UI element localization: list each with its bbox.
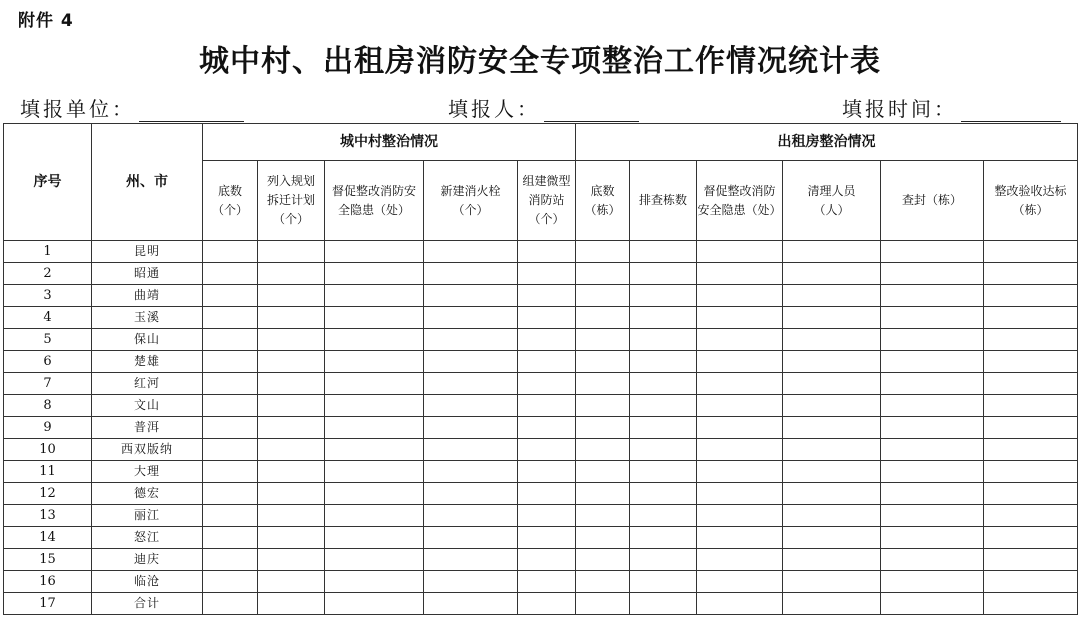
data-cell[interactable]	[881, 285, 984, 307]
fill-time-field	[842, 93, 1061, 122]
data-cell[interactable]	[576, 263, 630, 285]
row-index: 14	[4, 527, 92, 549]
row-index: 11	[4, 461, 92, 483]
header-group-rental: 出租房整治情况	[576, 124, 1078, 161]
row-region: 普洱	[92, 417, 203, 439]
data-cell[interactable]	[697, 351, 783, 373]
data-cell[interactable]	[697, 395, 783, 417]
table-row	[4, 285, 1078, 307]
data-cell[interactable]	[783, 351, 881, 373]
data-cell[interactable]	[518, 285, 576, 307]
data-cell[interactable]	[325, 505, 424, 527]
data-cell[interactable]	[576, 373, 630, 395]
data-cell[interactable]	[203, 241, 258, 263]
table-row	[4, 241, 1078, 263]
data-cell[interactable]	[203, 395, 258, 417]
data-cell[interactable]	[424, 527, 518, 549]
data-cell[interactable]	[984, 439, 1078, 461]
row-region: 德宏	[92, 483, 203, 505]
header-rental-col: 清理人员 （人）	[783, 161, 881, 241]
data-cell[interactable]	[203, 483, 258, 505]
table-row	[4, 263, 1078, 285]
data-cell[interactable]	[576, 417, 630, 439]
fill-unit-label: 填报单位：	[20, 97, 135, 121]
table-row	[4, 461, 1078, 483]
data-cell[interactable]	[881, 307, 984, 329]
row-region: 大理	[92, 461, 203, 483]
data-cell[interactable]	[325, 307, 424, 329]
data-cell[interactable]	[881, 483, 984, 505]
data-cell[interactable]	[518, 417, 576, 439]
data-cell[interactable]	[203, 285, 258, 307]
data-cell[interactable]	[258, 373, 325, 395]
data-cell[interactable]	[258, 505, 325, 527]
data-cell[interactable]	[258, 351, 325, 373]
data-cell[interactable]	[576, 571, 630, 593]
data-cell[interactable]	[258, 439, 325, 461]
header-village-col: 新建消火栓 （个）	[424, 161, 518, 241]
data-cell[interactable]	[881, 241, 984, 263]
data-cell[interactable]	[258, 417, 325, 439]
data-cell[interactable]	[783, 483, 881, 505]
data-cell[interactable]	[424, 417, 518, 439]
data-cell[interactable]	[424, 549, 518, 571]
data-cell[interactable]	[258, 593, 325, 615]
data-cell[interactable]	[984, 395, 1078, 417]
data-cell[interactable]	[518, 329, 576, 351]
data-cell[interactable]	[203, 417, 258, 439]
data-cell[interactable]	[783, 241, 881, 263]
table-row	[4, 571, 1078, 593]
data-cell[interactable]	[697, 593, 783, 615]
data-cell[interactable]	[576, 351, 630, 373]
data-cell[interactable]	[325, 395, 424, 417]
data-cell[interactable]	[881, 461, 984, 483]
data-cell[interactable]	[518, 351, 576, 373]
data-cell[interactable]	[576, 285, 630, 307]
data-cell[interactable]	[576, 549, 630, 571]
data-cell[interactable]	[325, 461, 424, 483]
data-cell[interactable]	[783, 461, 881, 483]
data-cell[interactable]	[424, 505, 518, 527]
data-cell[interactable]	[630, 439, 697, 461]
data-cell[interactable]	[630, 263, 697, 285]
table-row	[4, 527, 1078, 549]
data-cell[interactable]	[424, 351, 518, 373]
data-cell[interactable]	[783, 505, 881, 527]
data-cell[interactable]	[576, 461, 630, 483]
data-cell[interactable]	[630, 351, 697, 373]
data-cell[interactable]	[203, 593, 258, 615]
row-region: 怒江	[92, 527, 203, 549]
data-cell[interactable]	[984, 593, 1078, 615]
data-cell[interactable]	[697, 483, 783, 505]
data-cell[interactable]	[881, 395, 984, 417]
data-cell[interactable]	[576, 593, 630, 615]
data-cell[interactable]	[881, 439, 984, 461]
data-cell[interactable]	[881, 417, 984, 439]
attachment-label: 附件 4	[18, 11, 74, 31]
data-cell[interactable]	[984, 571, 1078, 593]
data-cell[interactable]	[203, 307, 258, 329]
data-cell[interactable]	[984, 549, 1078, 571]
data-cell[interactable]	[984, 483, 1078, 505]
data-cell[interactable]	[984, 505, 1078, 527]
fill-time-blank[interactable]	[961, 99, 1061, 122]
row-index: 9	[4, 417, 92, 439]
row-region: 玉溪	[92, 307, 203, 329]
header-rental-col: 督促整改消防 安全隐患（处）	[697, 161, 783, 241]
table-row	[4, 329, 1078, 351]
row-region: 文山	[92, 395, 203, 417]
data-cell[interactable]	[576, 307, 630, 329]
data-cell[interactable]	[984, 307, 1078, 329]
data-cell[interactable]	[630, 241, 697, 263]
data-cell[interactable]	[325, 285, 424, 307]
data-cell[interactable]	[697, 505, 783, 527]
data-cell[interactable]	[630, 373, 697, 395]
data-cell[interactable]	[258, 241, 325, 263]
row-region: 丽江	[92, 505, 203, 527]
data-cell[interactable]	[783, 571, 881, 593]
header-village-col: 底数 （个）	[203, 161, 258, 241]
row-index: 3	[4, 285, 92, 307]
data-cell[interactable]	[518, 439, 576, 461]
data-cell[interactable]	[258, 461, 325, 483]
data-cell[interactable]	[518, 549, 576, 571]
data-cell[interactable]	[424, 593, 518, 615]
row-index: 17	[4, 593, 92, 615]
row-region: 西双版纳	[92, 439, 203, 461]
data-cell[interactable]	[424, 307, 518, 329]
data-cell[interactable]	[783, 263, 881, 285]
data-cell[interactable]	[325, 439, 424, 461]
data-cell[interactable]	[697, 241, 783, 263]
data-cell[interactable]	[518, 461, 576, 483]
data-cell[interactable]	[697, 461, 783, 483]
row-index: 1	[4, 241, 92, 263]
data-cell[interactable]	[424, 439, 518, 461]
data-cell[interactable]	[325, 329, 424, 351]
data-cell[interactable]	[518, 483, 576, 505]
data-cell[interactable]	[325, 571, 424, 593]
fill-person-label: 填报人：	[448, 97, 540, 121]
table-row	[4, 483, 1078, 505]
data-cell[interactable]	[258, 329, 325, 351]
data-cell[interactable]	[984, 373, 1078, 395]
data-cell[interactable]	[697, 329, 783, 351]
row-index: 12	[4, 483, 92, 505]
row-region: 昭通	[92, 263, 203, 285]
data-cell[interactable]	[697, 571, 783, 593]
data-cell[interactable]	[697, 527, 783, 549]
data-cell[interactable]	[881, 571, 984, 593]
table-row	[4, 593, 1078, 615]
header-group-village: 城中村整治情况	[203, 124, 576, 161]
data-cell[interactable]	[325, 527, 424, 549]
data-cell[interactable]	[518, 241, 576, 263]
row-index: 13	[4, 505, 92, 527]
data-cell[interactable]	[576, 505, 630, 527]
data-cell[interactable]	[984, 461, 1078, 483]
row-region: 楚雄	[92, 351, 203, 373]
data-cell[interactable]	[424, 373, 518, 395]
data-cell[interactable]	[424, 329, 518, 351]
data-cell[interactable]	[325, 549, 424, 571]
data-cell[interactable]	[424, 395, 518, 417]
header-village-col: 列入规划 拆迁计划 （个）	[258, 161, 325, 241]
row-region: 保山	[92, 329, 203, 351]
data-cell[interactable]	[203, 351, 258, 373]
data-cell[interactable]	[258, 483, 325, 505]
data-cell[interactable]	[630, 505, 697, 527]
data-cell[interactable]	[258, 549, 325, 571]
data-cell[interactable]	[576, 483, 630, 505]
data-cell[interactable]	[203, 439, 258, 461]
row-region: 曲靖	[92, 285, 203, 307]
data-cell[interactable]	[783, 549, 881, 571]
row-region: 迪庆	[92, 549, 203, 571]
data-cell[interactable]	[203, 263, 258, 285]
data-cell[interactable]	[881, 263, 984, 285]
data-cell[interactable]	[203, 373, 258, 395]
data-cell[interactable]	[424, 483, 518, 505]
data-cell[interactable]	[783, 395, 881, 417]
row-index: 2	[4, 263, 92, 285]
data-cell[interactable]	[984, 241, 1078, 263]
data-cell[interactable]	[783, 307, 881, 329]
data-cell[interactable]	[881, 527, 984, 549]
data-cell[interactable]	[518, 593, 576, 615]
row-index: 6	[4, 351, 92, 373]
data-cell[interactable]	[518, 571, 576, 593]
data-cell[interactable]	[881, 505, 984, 527]
data-cell[interactable]	[783, 417, 881, 439]
data-cell[interactable]	[697, 439, 783, 461]
row-index: 5	[4, 329, 92, 351]
header-region: 州、市	[92, 124, 203, 241]
data-cell[interactable]	[518, 307, 576, 329]
header-rental-col: 整改验收达标 （栋）	[984, 161, 1078, 241]
data-cell[interactable]	[783, 439, 881, 461]
header-rental-col: 查封（栋）	[881, 161, 984, 241]
fill-person-field	[448, 93, 639, 122]
header-rental-col: 排查栋数	[630, 161, 697, 241]
data-cell[interactable]	[881, 351, 984, 373]
page-title: 城中村、出租房消防安全专项整治工作情况统计表	[199, 44, 881, 79]
data-cell[interactable]	[203, 505, 258, 527]
data-cell[interactable]	[518, 505, 576, 527]
row-index: 7	[4, 373, 92, 395]
table-row	[4, 307, 1078, 329]
data-cell[interactable]	[518, 373, 576, 395]
table-row	[4, 505, 1078, 527]
data-cell[interactable]	[630, 527, 697, 549]
data-cell[interactable]	[424, 461, 518, 483]
data-cell[interactable]	[424, 241, 518, 263]
row-index: 8	[4, 395, 92, 417]
data-cell[interactable]	[203, 527, 258, 549]
data-cell[interactable]	[258, 307, 325, 329]
data-cell[interactable]	[630, 307, 697, 329]
row-index: 4	[4, 307, 92, 329]
data-cell[interactable]	[881, 329, 984, 351]
data-cell[interactable]	[576, 395, 630, 417]
data-cell[interactable]	[984, 329, 1078, 351]
fill-unit-blank[interactable]	[139, 99, 244, 122]
table-row	[4, 417, 1078, 439]
data-cell[interactable]	[984, 285, 1078, 307]
data-cell[interactable]	[258, 285, 325, 307]
data-cell[interactable]	[630, 549, 697, 571]
data-cell[interactable]	[576, 439, 630, 461]
data-cell[interactable]	[424, 285, 518, 307]
data-cell[interactable]	[258, 263, 325, 285]
data-cell[interactable]	[576, 241, 630, 263]
data-cell[interactable]	[783, 527, 881, 549]
row-index: 10	[4, 439, 92, 461]
table-row	[4, 395, 1078, 417]
data-cell[interactable]	[630, 329, 697, 351]
data-cell[interactable]	[325, 593, 424, 615]
data-cell[interactable]	[783, 593, 881, 615]
data-cell[interactable]	[518, 527, 576, 549]
data-cell[interactable]	[984, 351, 1078, 373]
data-cell[interactable]	[697, 549, 783, 571]
data-cell[interactable]	[576, 527, 630, 549]
data-cell[interactable]	[203, 461, 258, 483]
data-cell[interactable]	[424, 263, 518, 285]
fill-time-label: 填报时间：	[842, 97, 957, 121]
header-village-col: 督促整改消防安 全隐患（处）	[325, 161, 424, 241]
data-cell[interactable]	[630, 571, 697, 593]
data-cell[interactable]	[630, 461, 697, 483]
table-row	[4, 351, 1078, 373]
row-region: 红河	[92, 373, 203, 395]
data-cell[interactable]	[697, 373, 783, 395]
data-cell[interactable]	[630, 285, 697, 307]
data-cell[interactable]	[325, 241, 424, 263]
data-cell[interactable]	[697, 307, 783, 329]
row-region: 合计	[92, 593, 203, 615]
data-cell[interactable]	[203, 571, 258, 593]
data-cell[interactable]	[518, 263, 576, 285]
data-cell[interactable]	[258, 527, 325, 549]
row-region: 临沧	[92, 571, 203, 593]
data-cell[interactable]	[325, 417, 424, 439]
fill-unit-field	[20, 93, 244, 122]
data-cell[interactable]	[881, 373, 984, 395]
row-index: 15	[4, 549, 92, 571]
data-cell[interactable]	[697, 263, 783, 285]
header-index: 序号	[4, 124, 92, 241]
data-cell[interactable]	[576, 329, 630, 351]
table-row	[4, 549, 1078, 571]
data-cell[interactable]	[630, 593, 697, 615]
data-cell[interactable]	[984, 527, 1078, 549]
data-cell[interactable]	[630, 395, 697, 417]
data-cell[interactable]	[881, 549, 984, 571]
table-row	[4, 439, 1078, 461]
data-cell[interactable]	[258, 395, 325, 417]
data-cell[interactable]	[424, 571, 518, 593]
data-cell[interactable]	[697, 285, 783, 307]
fill-person-blank[interactable]	[544, 99, 639, 122]
data-cell[interactable]	[325, 483, 424, 505]
data-cell[interactable]	[325, 373, 424, 395]
data-cell[interactable]	[783, 373, 881, 395]
data-cell[interactable]	[697, 417, 783, 439]
data-cell[interactable]	[325, 351, 424, 373]
data-cell[interactable]	[881, 593, 984, 615]
data-cell[interactable]	[783, 285, 881, 307]
data-cell[interactable]	[630, 417, 697, 439]
statistics-table	[3, 123, 1078, 615]
data-cell[interactable]	[984, 417, 1078, 439]
row-region: 昆明	[92, 241, 203, 263]
data-cell[interactable]	[518, 395, 576, 417]
data-cell[interactable]	[258, 571, 325, 593]
header-village-col: 组建微型 消防站 （个）	[518, 161, 576, 241]
data-cell[interactable]	[984, 263, 1078, 285]
header-rental-col: 底数 （栋）	[576, 161, 630, 241]
table-row	[4, 373, 1078, 395]
data-cell[interactable]	[783, 329, 881, 351]
row-index: 16	[4, 571, 92, 593]
data-cell[interactable]	[203, 549, 258, 571]
data-cell[interactable]	[325, 263, 424, 285]
data-cell[interactable]	[630, 483, 697, 505]
data-cell[interactable]	[203, 329, 258, 351]
